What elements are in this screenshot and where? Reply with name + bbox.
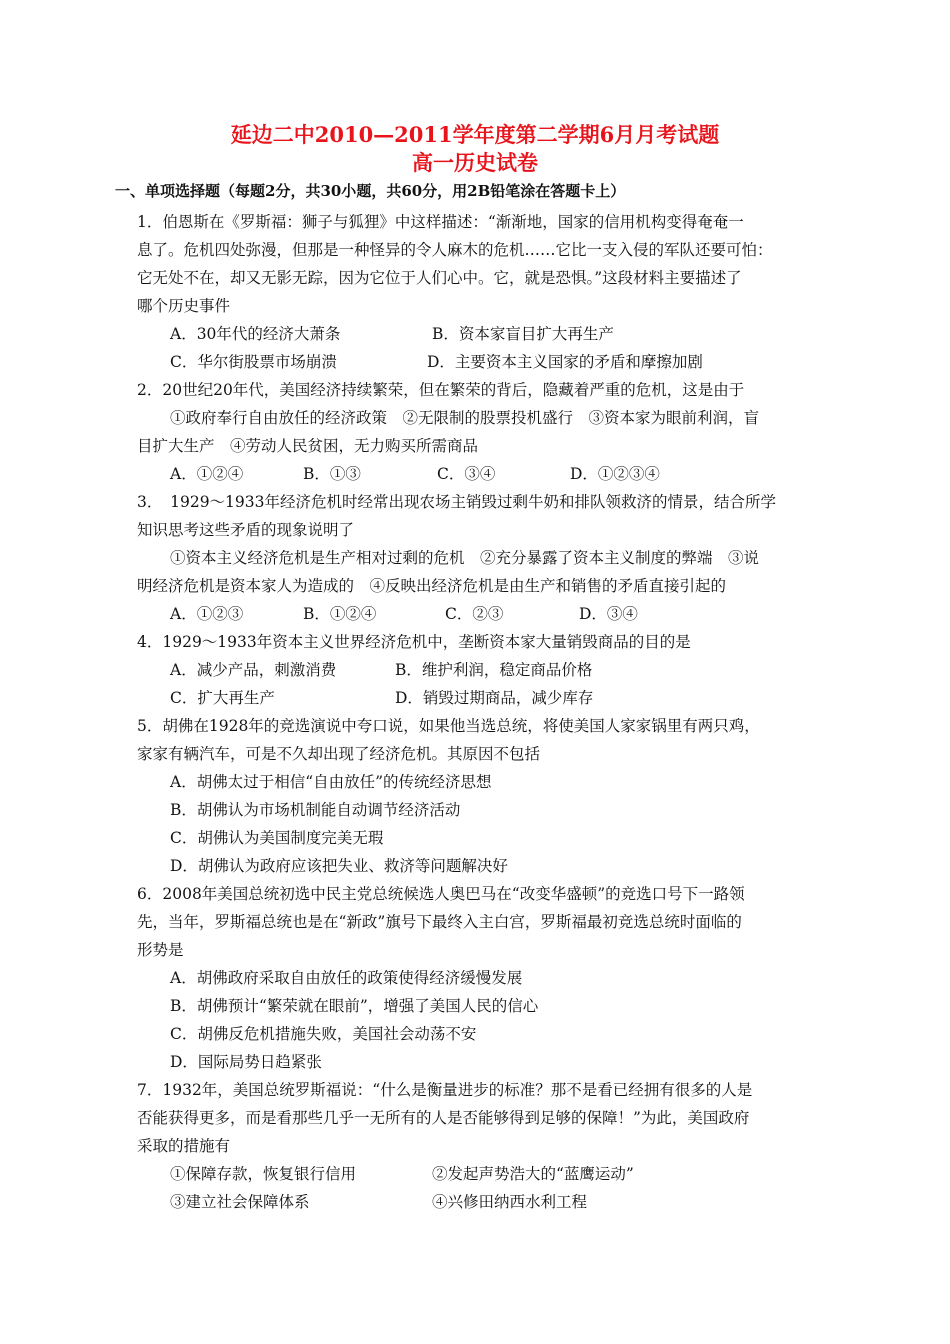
- question-4-option-a: A．减少产品，刺激消费: [170, 661, 337, 679]
- question-7-item-1: ①保障存款，恢复银行信用: [170, 1165, 357, 1183]
- question-3-line-2: 知识思考这些矛盾的现象说明了: [137, 521, 355, 539]
- question-4-line-1: 4．1929～1933年资本主义世界经济危机中，垄断资本家大量销毁商品的目的是: [137, 633, 691, 651]
- question-1-option-c: C．华尔街股票市场崩溃: [170, 353, 337, 371]
- question-5-option-b: B．胡佛认为市场机制能自动调节经济活动: [170, 801, 461, 819]
- question-5-line-2: 家家有辆汽车，可是不久却出现了经济危机。其原因不包括: [137, 745, 541, 763]
- question-3-option-a: A．①②③: [170, 605, 244, 623]
- question-1-option-d: D．主要资本主义国家的矛盾和摩擦加剧: [427, 353, 703, 371]
- question-6-line-2: 先，当年，罗斯福总统也是在“新政”旗号下最终入主白宫，罗斯福最初竞选总统时面临的: [137, 913, 742, 931]
- question-7-item-2: ②发起声势浩大的“蓝鹰运动”: [432, 1165, 634, 1183]
- page-title: 延边二中2010—2011学年度第二学期6月月考试题: [230, 122, 720, 147]
- question-2-line-2: ①政府奉行自由放任的经济政策 ②无限制的股票投机盛行 ③资本家为眼前利润，盲: [170, 409, 760, 427]
- question-7-line-3: 采取的措施有: [137, 1137, 231, 1155]
- question-1-line-2: 息了。危机四处弥漫，但那是一种怪异的令人麻木的危机……它比一支入侵的军队还要可怕：: [137, 241, 773, 259]
- question-3-line-1: 3． 1929～1933年经济危机时经常出现农场主销毁过剩牛奶和排队领救济的情景，结合所学: [137, 493, 777, 511]
- question-7-item-4: ④兴修田纳西水利工程: [432, 1193, 588, 1211]
- question-5-option-c: C．胡佛认为美国制度完美无瑕: [170, 829, 384, 847]
- question-1-option-a: A．30年代的经济大萧条: [170, 325, 341, 343]
- question-5-option-d: D．胡佛认为政府应该把失业、救济等问题解决好: [170, 857, 508, 875]
- question-1-line-1: 1．伯恩斯在《罗斯福：狮子与狐狸》中这样描述：“渐渐地，国家的信用机构变得奄奄一: [137, 213, 744, 231]
- question-3-option-c: C．②③: [445, 605, 504, 623]
- section-heading: 一、单项选择题（每题2分，共30小题，共60分，用2B铅笔涂在答题卡上）: [115, 182, 626, 200]
- question-6-line-1: 6．2008年美国总统初选中民主党总统候选人奥巴马在“改变华盛顿”的竞选口号下一路领: [137, 885, 745, 903]
- question-4-option-c: C．扩大再生产: [170, 689, 275, 707]
- question-3-line-3: ①资本主义经济危机是生产相对过剩的危机 ②充分暴露了资本主义制度的弊端 ③说: [170, 549, 760, 567]
- question-5-option-a: A．胡佛太过于相信“自由放任”的传统经济思想: [170, 773, 492, 791]
- page-subtitle: 高一历史试卷: [412, 150, 538, 175]
- question-3-line-4: 明经济危机是资本家人为造成的 ④反映出经济危机是由生产和销售的矛盾直接引起的: [137, 577, 727, 595]
- question-1-line-4: 哪个历史事件: [137, 297, 231, 315]
- question-7-item-3: ③建立社会保障体系: [170, 1193, 310, 1211]
- question-6-option-c: C．胡佛反危机措施失败，美国社会动荡不安: [170, 1025, 477, 1043]
- question-2-option-c: C．③④: [437, 465, 496, 483]
- question-1-line-3: 它无处不在，却又无影无踪，因为它位于人们心中。它，就是恐惧。”这段材料主要描述了: [137, 269, 742, 287]
- question-3-option-b: B．①②④: [303, 605, 377, 623]
- question-2-option-d: D．①②③④: [570, 465, 660, 483]
- question-4-option-d: D．销毁过期商品，减少库存: [395, 689, 594, 707]
- question-7-line-1: 7．1932年，美国总统罗斯福说：“什么是衡量进步的标准？那不是看已经拥有很多的人是: [137, 1081, 753, 1099]
- question-6-option-d: D．国际局势日趋紧张: [170, 1053, 322, 1071]
- question-2-line-1: 2．20世纪20年代，美国经济持续繁荣，但在繁荣的背后，隐藏着严重的危机，这是由于: [137, 381, 745, 399]
- question-3-option-d: D．③④: [579, 605, 638, 623]
- question-1-option-b: B．资本家盲目扩大再生产: [432, 325, 614, 343]
- question-6-option-a: A．胡佛政府采取自由放任的政策使得经济缓慢发展: [170, 969, 523, 987]
- question-2-line-3: 目扩大生产 ④劳动人民贫困，无力购买所需商品: [137, 437, 479, 455]
- question-6-option-b: B．胡佛预计“繁荣就在眼前”，增强了美国人民的信心: [170, 997, 539, 1015]
- question-5-line-1: 5．胡佛在1928年的竞选演说中夸口说，如果他当选总统，将使美国人家家锅里有两只鸡，: [137, 717, 760, 735]
- question-7-line-2: 否能获得更多，而是看那些几乎一无所有的人是否能够得到足够的保障！”为此，美国政府: [137, 1109, 750, 1127]
- question-4-option-b: B．维护利润，稳定商品价格: [395, 661, 593, 679]
- question-2-option-a: A．①②④: [170, 465, 244, 483]
- question-6-line-3: 形势是: [137, 941, 184, 959]
- question-2-option-b: B．①③: [303, 465, 361, 483]
